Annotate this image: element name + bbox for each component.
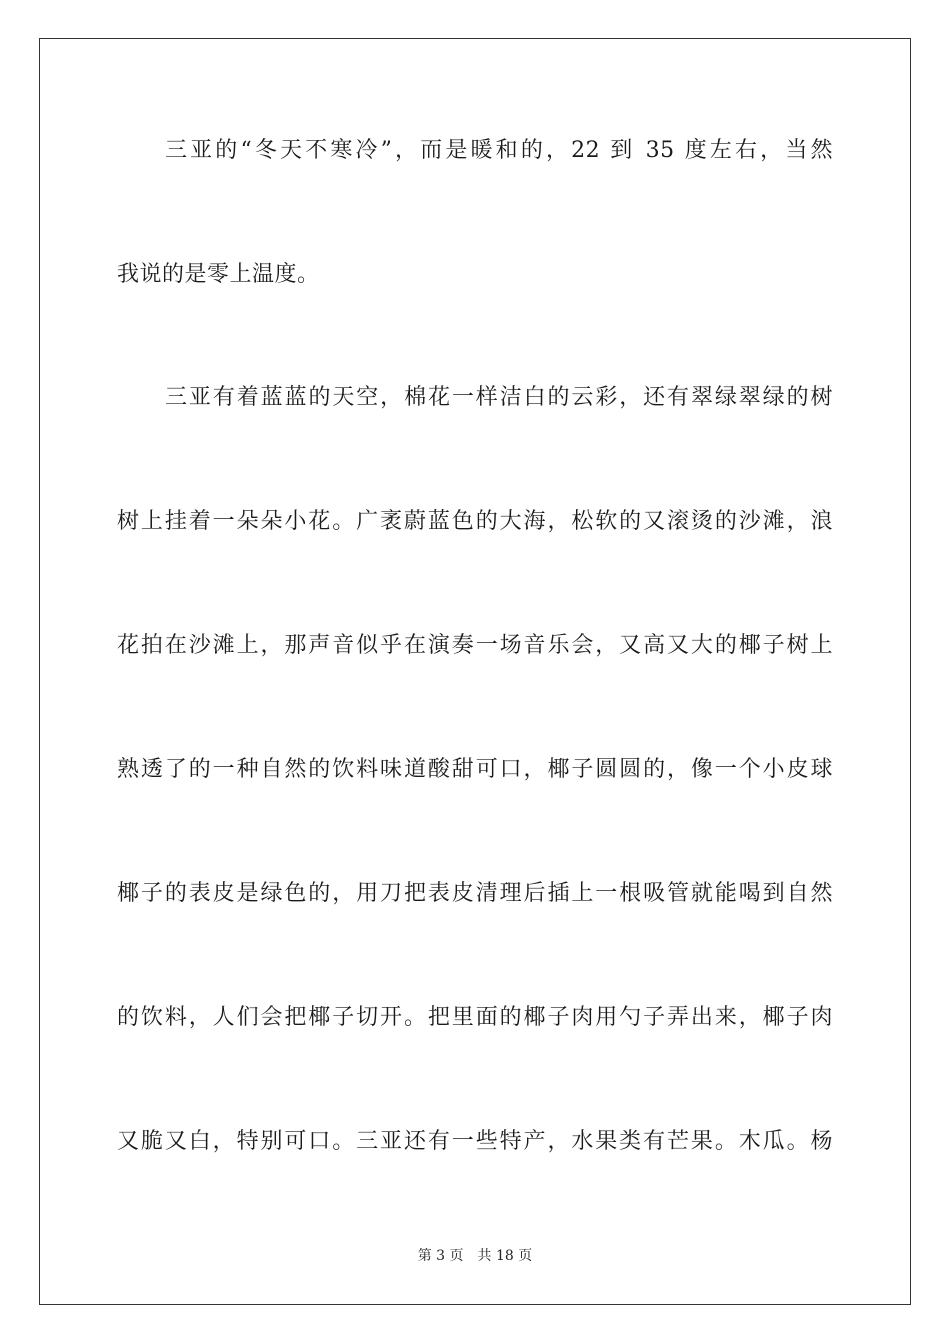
paragraph-2-line-2: 树上挂着一朵朵小花。广袤蔚蓝色的大海，松软的又滚烫的沙滩，浪 bbox=[117, 509, 833, 534]
page-border bbox=[39, 38, 911, 1305]
paragraph-2-line-1: 三亚有着蓝蓝的天空，棉花一样洁白的云彩，还有翠绿翠绿的树 bbox=[165, 385, 833, 410]
paragraph-2-line-6: 的饮料，人们会把椰子切开。把里面的椰子肉用勺子弄出来，椰子肉 bbox=[117, 1005, 833, 1030]
total-pages: 共 18 页 bbox=[477, 1248, 533, 1264]
page-number: 第 3 页 bbox=[417, 1248, 464, 1264]
page-footer bbox=[0, 1246, 950, 1266]
paragraph-1-line-2: 我说的是零上温度。 bbox=[117, 262, 320, 287]
paragraph-2-line-4: 熟透了的一种自然的饮料味道酸甜可口，椰子圆圆的，像一个小皮球 bbox=[117, 757, 833, 782]
paragraph-2-line-7: 又脆又白，特别可口。三亚还有一些特产，水果类有芒果。木瓜。杨 bbox=[117, 1129, 833, 1154]
paragraph-2-line-5: 椰子的表皮是绿色的，用刀把表皮清理后插上一根吸管就能喝到自然 bbox=[117, 881, 833, 906]
paragraph-2-line-3: 花拍在沙滩上，那声音似乎在演奏一场音乐会，又高又大的椰子树上 bbox=[117, 633, 833, 658]
paragraph-1-line-1: 三亚的“冬天不寒冷”，而是暖和的，22 到 35 度左右，当然 bbox=[165, 138, 833, 163]
